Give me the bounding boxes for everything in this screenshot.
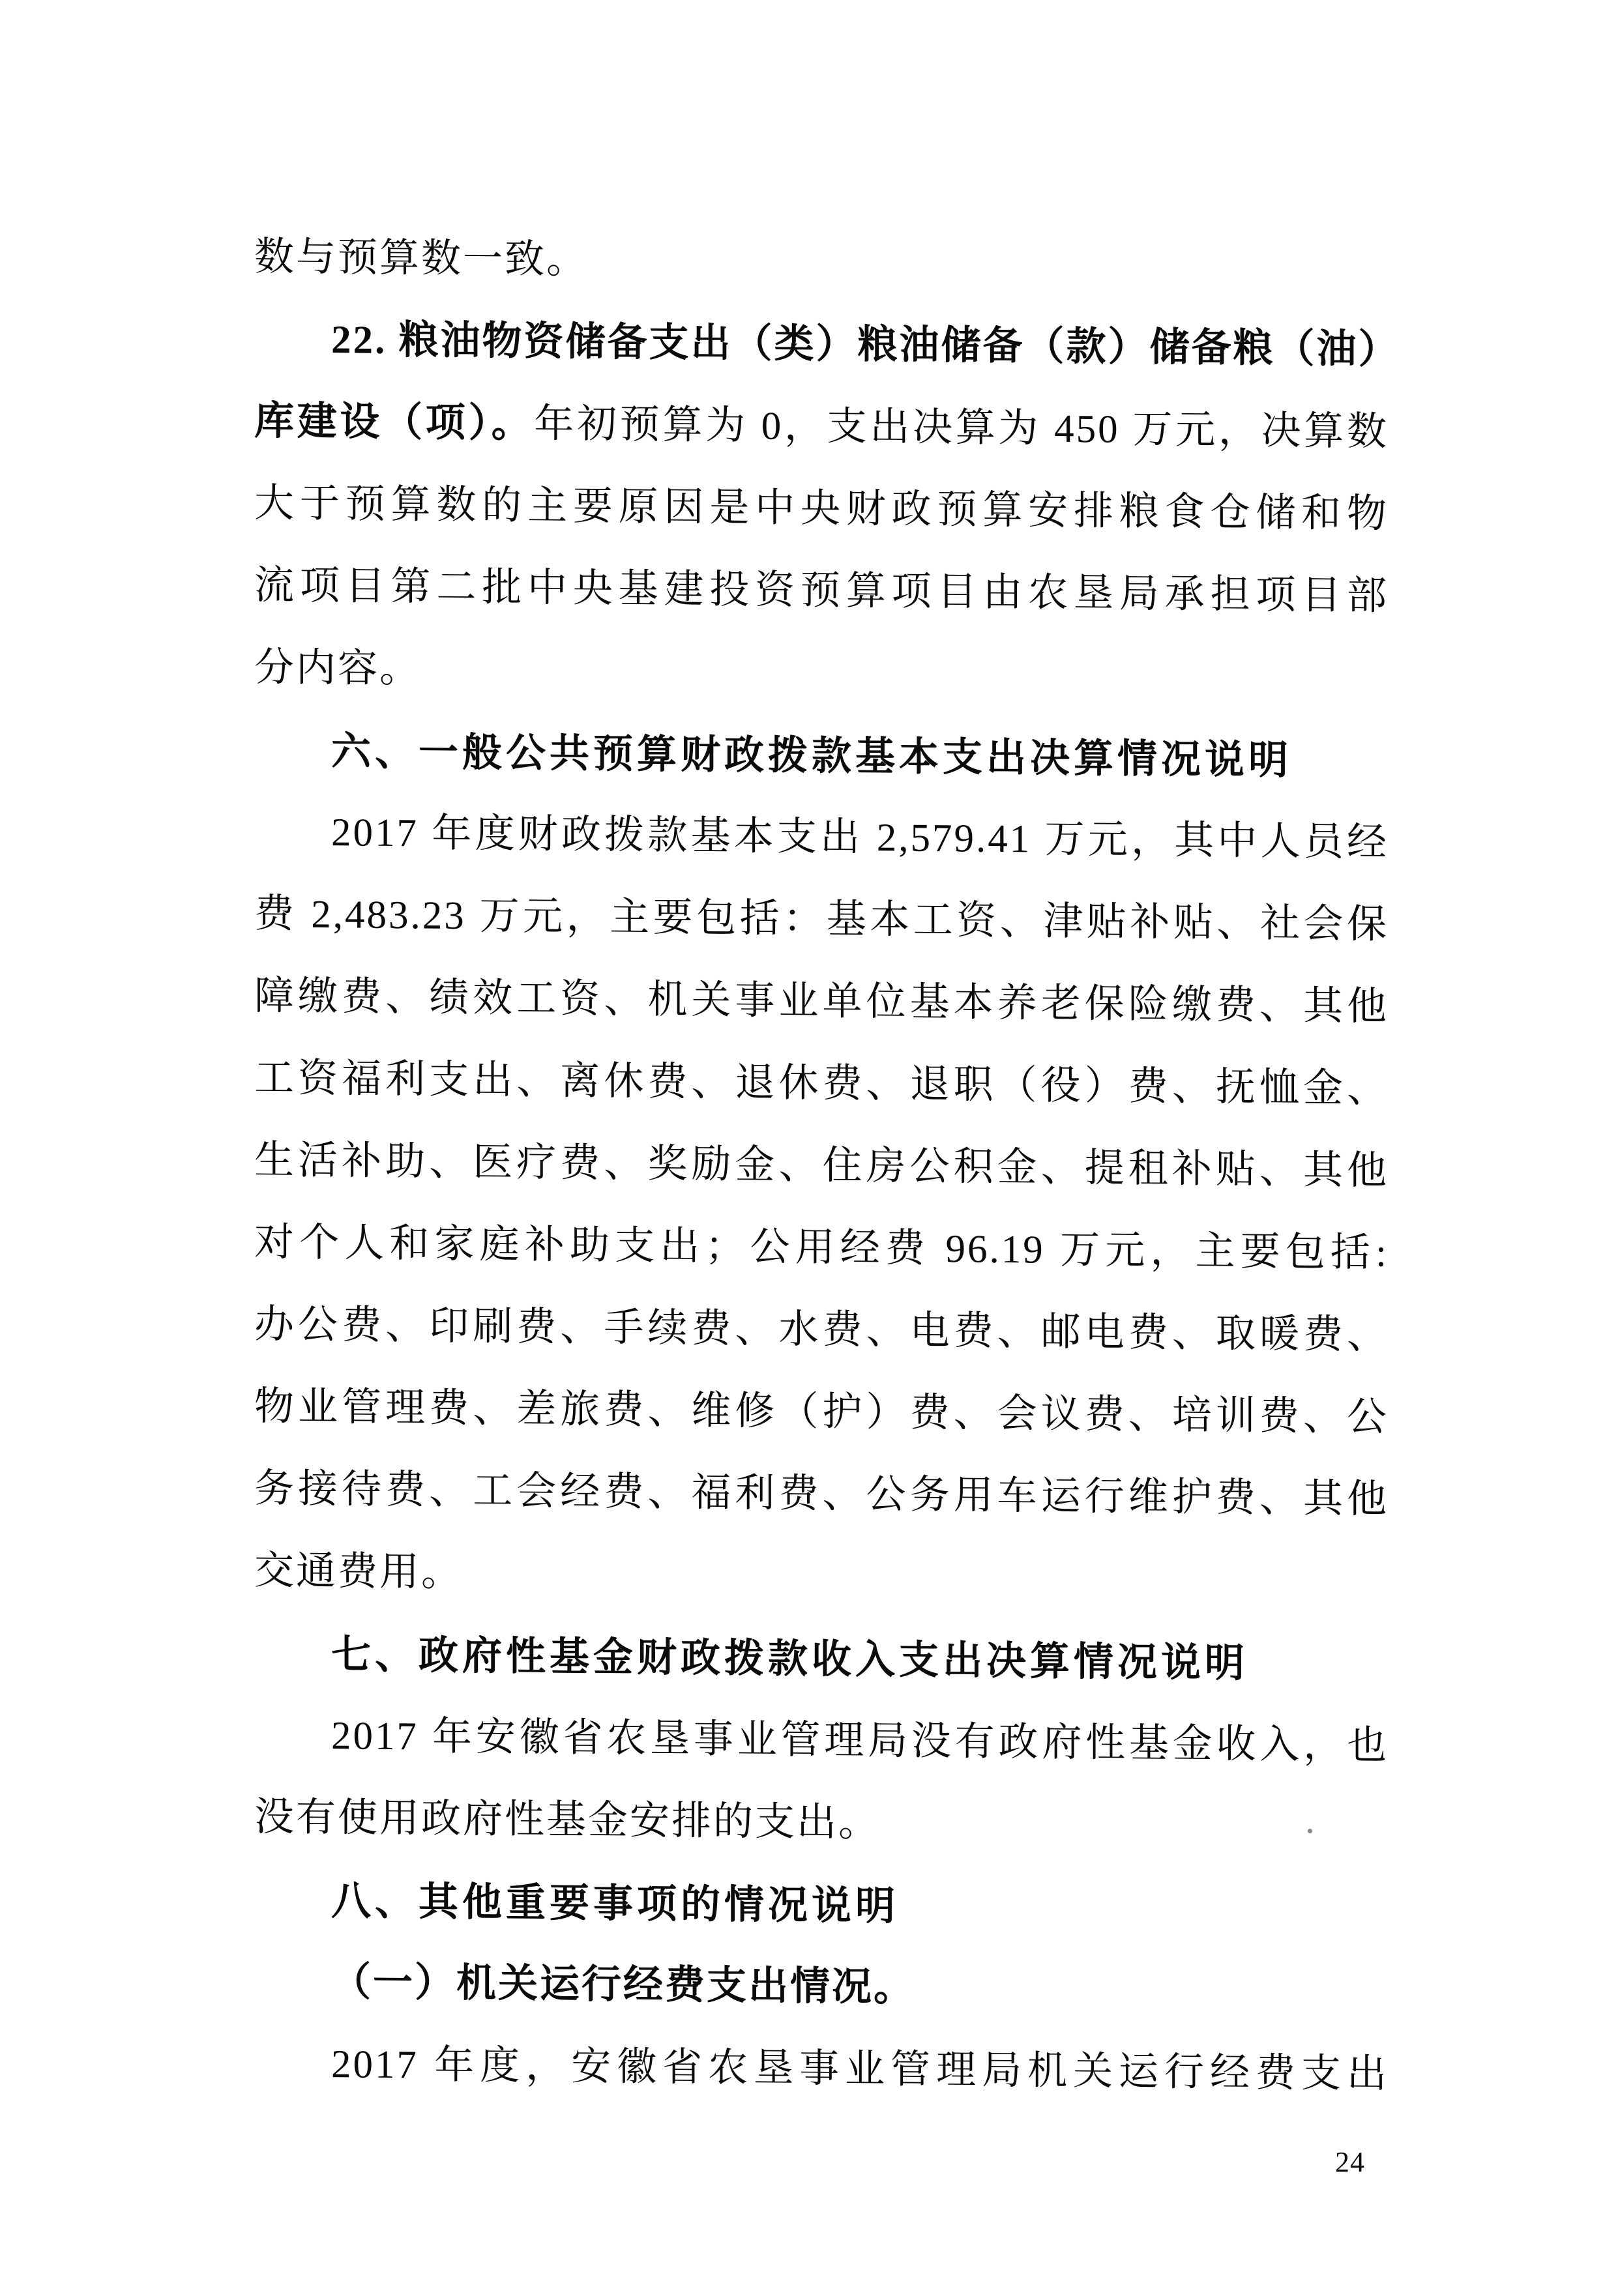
para-line: 费 2,483.23 万元，主要包括：基本工资、津贴补贴、社会保 (254, 892, 1389, 947)
para-line: 交通费用。 (254, 1549, 463, 1595)
para-line: 2017 年安徽省农垦事业管理局没有政府性基金收入，也 (331, 1714, 1389, 1768)
section-8-heading: 八、其他重要事项的情况说明 (331, 1878, 900, 1928)
section-6-heading: 六、一般公共预算财政拨款基本支出决算情况说明 (331, 729, 1293, 783)
section-7-heading: 七、政府性基金财政拨款收入支出决算情况说明 (331, 1632, 1249, 1685)
item-22-heading-continuation: 库建设（项）。 (254, 400, 535, 446)
subsection-1-heading: （一）机关运行经费支出情况。 (331, 1960, 916, 2010)
para-line: 工资福利支出、离休费、退休费、退职（役）费、抚恤金、 (254, 1056, 1389, 1111)
page-number: 24 (1335, 2146, 1365, 2178)
para-line: 分内容。 (254, 646, 422, 691)
document-text-block (254, 216, 1400, 2116)
para-line: 障缴费、绩效工资、机关事业单位基本养老保险缴费、其他 (254, 974, 1389, 1029)
para-line: 办公费、印刷费、手续费、水费、电费、邮电费、取暖费、 (254, 1303, 1389, 1358)
para-line (254, 381, 1389, 474)
para-line: 2017 年度，安徽省农垦事业管理局机关运行经费支出 (331, 2042, 1389, 2097)
para-line: 数与预算数一致。 (254, 235, 589, 282)
para-line: 物业管理费、差旅费、维修（护）费、会议费、培训费、公 (254, 1385, 1389, 1440)
para-line: 对个人和家庭补助支出；公用经费 96.19 万元，主要包括: (254, 1221, 1389, 1275)
para-line: 没有使用政府性基金安排的支出。 (254, 1795, 881, 1846)
para-line: 大于预算数的主要原因是中央财政预算安排粮食仓储和物 (254, 482, 1389, 536)
para-line: 2017 年度财政拨款基本支出 2,579.41 万元，其中人员经 (331, 811, 1389, 865)
scan-speck (1308, 1829, 1312, 1833)
para-line: 生活补助、医疗费、奖励金、住房公积金、提租补贴、其他 (254, 1139, 1389, 1193)
item-22-heading-line: 22. 粮油物资储备支出（类）粮油储备（款）储备粮（油） (331, 318, 1400, 372)
para-line-text: 年初预算为 0，支出决算为 450 万元，决算数 (534, 402, 1389, 454)
para-line: 流项目第二批中央基建投资预算项目由农垦局承担项目部 (254, 564, 1389, 618)
para-line: 务接待费、工会经费、福利费、公务用车运行维护费、其他 (254, 1467, 1389, 1522)
